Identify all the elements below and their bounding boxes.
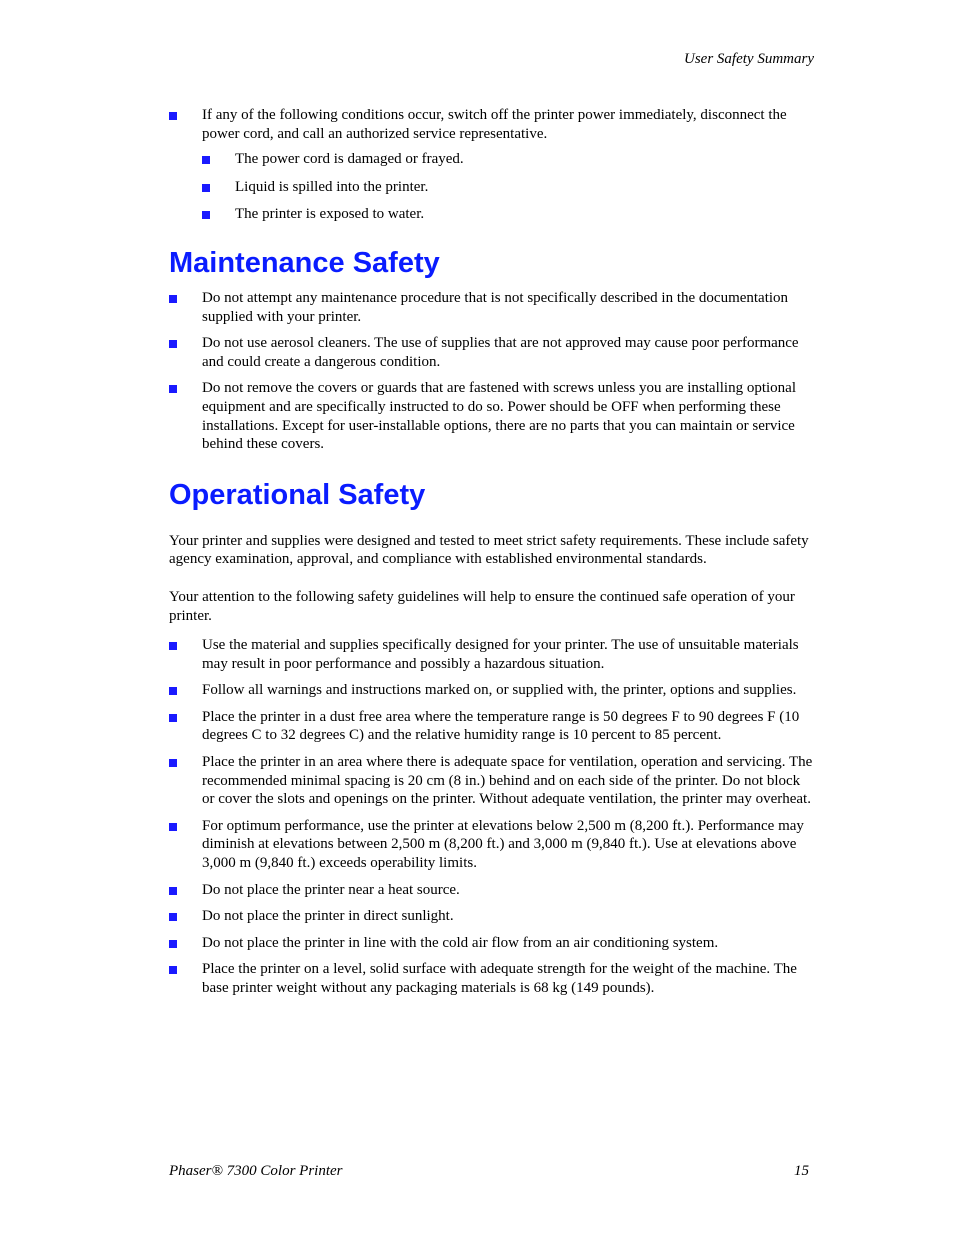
list-item-text: Do not place the printer in line with the cold air flow from an air conditioning system.: [202, 934, 719, 951]
bullet-icon: [169, 112, 177, 120]
list-item-text: Place the printer in an area where there is adequate space for ventilation, operation and servicing. The recommended minimal spacing is 20 cm (8 in.) behind and on each side of the printer. Do not block or cover the slots and openings on the printer. Without adequate ventilation, the printer may overheat.: [202, 754, 813, 808]
list-item: [169, 708, 814, 745]
list-item-text: Follow all warnings and instructions marked on, or supplied with, the printer, options and supplies.: [202, 682, 797, 699]
bullet-icon: [169, 940, 177, 948]
list-item: [169, 934, 814, 953]
list-item: [169, 379, 814, 453]
paragraph: Your printer and supplies were designed and tested to meet strict safety requirements. These include safety agency examination, approval, and compliance with established environmental standards.: [169, 532, 809, 568]
bullet-icon: [202, 184, 210, 192]
list-item-text: The power cord is damaged or frayed.: [235, 151, 464, 168]
list-item-text: Do not place the printer in direct sunlight.: [202, 908, 454, 925]
paragraph: Your attention to the following safety guidelines will help to ensure the continued safe operation of your printer.: [169, 588, 795, 624]
list-item-text: If any of the following conditions occur, switch off the printer power immediately, disconnect the power cord, and call an authorized service representative.: [202, 107, 787, 142]
list-item-text: For optimum performance, use the printer at elevations below 2,500 m (8,200 ft.). Performance may diminish at elevations between 2,500 m (8,200 ft.) and 3,000 m (9,840 ft.). Use at elevations above 3,000 m (9,840 ft.) exceeds operability limits.: [202, 817, 804, 872]
list-item: [169, 907, 814, 926]
section-heading-maintenance: Maintenance Safety: [169, 246, 440, 279]
list-item-text: Do not attempt any maintenance procedure that is not specifically described in the documentation supplied with your printer.: [202, 289, 789, 325]
list-item-text: Do not place the printer near a heat source.: [202, 881, 460, 898]
bullet-icon: [169, 642, 177, 650]
bullet-icon: [169, 687, 177, 695]
bullet-icon: [169, 385, 177, 393]
list-item-text: Do not use aerosol cleaners. The use of supplies that are not approved may cause poor performance and could create a dangerous condition.: [202, 335, 799, 370]
bullet-icon: [169, 340, 177, 348]
running-header: User Safety Summary: [684, 51, 814, 67]
bullet-icon: [169, 295, 177, 303]
list-item: [169, 960, 814, 997]
section-heading-operational: Operational Safety: [169, 478, 426, 511]
bullet-icon: [169, 913, 177, 921]
bullet-icon: [169, 714, 177, 722]
list-item-text: Do not remove the covers or guards that are fastened with screws unless you are installing optional equipment and are specifically instructed to do so. Power should be OFF when performing these installations. Except for user-installable options, there are no parts that you can maintain or service behind these covers.: [202, 380, 797, 453]
list-item-text: Liquid is spilled into the printer.: [235, 178, 429, 195]
list-item: [169, 106, 814, 143]
list-item: [169, 636, 814, 673]
bullet-icon: [169, 887, 177, 895]
bullet-icon: [202, 211, 210, 219]
bullet-icon: [169, 823, 177, 831]
list-item: [169, 289, 814, 326]
page-content: [169, 106, 814, 1006]
list-item-text: Use the material and supplies specifically designed for your printer. The use of unsuitable materials may result in poor performance and possibly a hazardous situation.: [202, 637, 799, 672]
list-item: [169, 881, 814, 900]
list-item-text: The printer is exposed to water.: [235, 206, 425, 223]
list-item: [169, 753, 814, 809]
list-item: [169, 334, 814, 371]
list-item-text: Place the printer in a dust free area where the temperature range is 50 degrees F to 90 degrees F (10 degrees C to 32 degrees C) and the relative humidity range is 10 percent to 85 percent.: [202, 708, 800, 744]
sub-list-item: [202, 205, 814, 224]
page-number: 15: [794, 1163, 809, 1179]
footer-product-name: Phaser® 7300 Color Printer: [169, 1163, 343, 1179]
bullet-icon: [169, 966, 177, 974]
sub-list-item: [202, 178, 814, 197]
list-item: [169, 817, 814, 873]
list-item: [169, 681, 814, 700]
bullet-icon: [202, 156, 210, 164]
sub-list-item: [202, 150, 814, 169]
list-item-text: Place the printer on a level, solid surface with adequate strength for the weight of the machine. The base printer weight without any packaging materials is 68 kg (149 pounds).: [202, 961, 797, 996]
bullet-icon: [169, 759, 177, 767]
